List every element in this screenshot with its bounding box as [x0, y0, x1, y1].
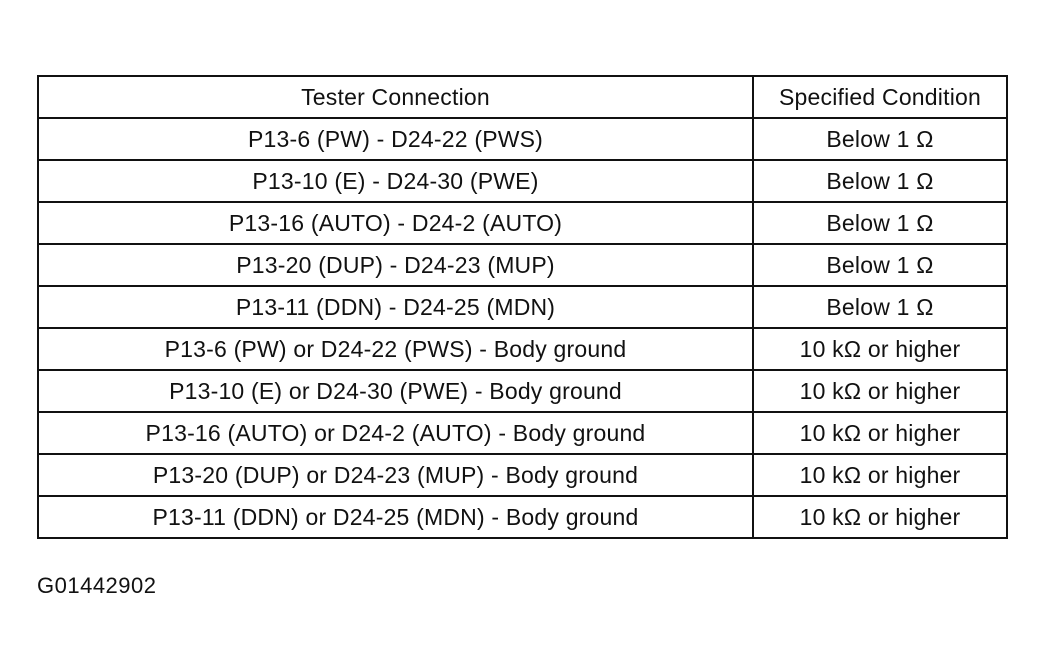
condition-cell: Below 1 Ω	[753, 286, 1007, 328]
table-row	[38, 118, 1007, 160]
connection-cell: P13-10 (E) or D24-30 (PWE) - Body ground	[38, 370, 753, 412]
table-row	[38, 244, 1007, 286]
connection-cell: P13-10 (E) - D24-30 (PWE)	[38, 160, 753, 202]
table-row	[38, 160, 1007, 202]
table-row	[38, 202, 1007, 244]
condition-cell: 10 kΩ or higher	[753, 412, 1007, 454]
table-header-row	[38, 76, 1007, 118]
connection-cell: P13-11 (DDN) - D24-25 (MDN)	[38, 286, 753, 328]
table-row	[38, 412, 1007, 454]
table-row	[38, 496, 1007, 538]
condition-cell: Below 1 Ω	[753, 244, 1007, 286]
figure-id: G01442902	[37, 573, 157, 598]
condition-cell: Below 1 Ω	[753, 118, 1007, 160]
condition-cell: Below 1 Ω	[753, 202, 1007, 244]
condition-cell: Below 1 Ω	[753, 160, 1007, 202]
condition-cell: 10 kΩ or higher	[753, 496, 1007, 538]
connection-cell: P13-20 (DUP) - D24-23 (MUP)	[38, 244, 753, 286]
connection-cell: P13-20 (DUP) or D24-23 (MUP) - Body ground	[38, 454, 753, 496]
table-row	[38, 370, 1007, 412]
table-row	[38, 286, 1007, 328]
connection-cell: P13-6 (PW) - D24-22 (PWS)	[38, 118, 753, 160]
connection-cell: P13-16 (AUTO) - D24-2 (AUTO)	[38, 202, 753, 244]
condition-cell: 10 kΩ or higher	[753, 370, 1007, 412]
table-row	[38, 454, 1007, 496]
connection-cell: P13-6 (PW) or D24-22 (PWS) - Body ground	[38, 328, 753, 370]
table-row	[38, 328, 1007, 370]
connection-cell: P13-11 (DDN) or D24-25 (MDN) - Body ground	[38, 496, 753, 538]
tester-connection-table	[37, 75, 1008, 539]
connection-cell: P13-16 (AUTO) or D24-2 (AUTO) - Body ground	[38, 412, 753, 454]
condition-cell: 10 kΩ or higher	[753, 328, 1007, 370]
header-specified-condition: Specified Condition	[753, 76, 1007, 118]
header-tester-connection: Tester Connection	[38, 76, 753, 118]
condition-cell: 10 kΩ or higher	[753, 454, 1007, 496]
